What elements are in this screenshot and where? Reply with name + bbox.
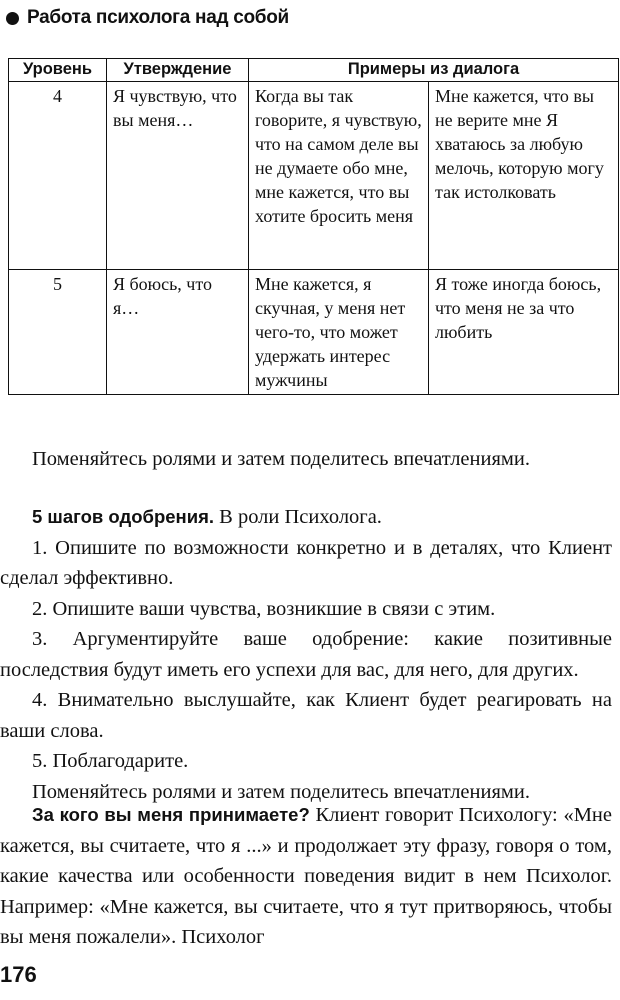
table-header-row bbox=[9, 59, 619, 82]
dialogue-levels-table bbox=[8, 58, 619, 395]
who-title: За кого вы меня принимаете? bbox=[32, 804, 310, 825]
steps-heading-line bbox=[0, 502, 612, 533]
step-3: 3. Аргументируйте ваше одобрение: какие позитивные последствия будут иметь его успехи для вас, для него, для других. bbox=[0, 628, 612, 681]
cell-example-2: Я тоже иногда боюсь, что меня не за что любить bbox=[429, 270, 619, 395]
header-title: Работа психолога над собой bbox=[27, 7, 289, 28]
cell-level: 4 bbox=[9, 82, 107, 270]
who-text: Клиент говорит Психологу: «Мне кажется, вы считаете, что я ...» и продолжает эту фразу, говоря о том, какие качества или особенности поведения видит в нем Психолог. Например: «Мне кажется, вы считаете, что я тут притворяюсь, чтобы вы меня пожалели». Психолог bbox=[0, 804, 612, 948]
table-row bbox=[9, 82, 619, 270]
who-paragraph bbox=[0, 800, 612, 953]
swap-roles-text-2: Поменяйтесь ролями и затем поделитесь впечатлениями. bbox=[32, 780, 530, 803]
col-header-level: Уровень bbox=[9, 59, 107, 82]
page-number: 176 bbox=[0, 962, 37, 987]
approval-steps-section bbox=[0, 502, 612, 807]
cell-level: 5 bbox=[9, 270, 107, 395]
cell-statement: Я боюсь, что я… bbox=[107, 270, 249, 395]
steps-title: 5 шагов одобрения. bbox=[32, 506, 215, 527]
swap-roles-text: Поменяйтесь ролями и затем поделитесь впечатлениями. bbox=[32, 448, 530, 470]
cell-statement: Я чувствую, что вы меня… bbox=[107, 82, 249, 270]
swap-roles-paragraph bbox=[0, 444, 612, 475]
cell-example-1: Когда вы так говорите, я чувствую, что на самом деле вы не думаете обо мне, мне кажется, что вы хотите бросить меня bbox=[249, 82, 429, 270]
table-row bbox=[9, 270, 619, 395]
steps-intro: В роли Психолога. bbox=[214, 506, 382, 528]
who-am-i-section bbox=[0, 800, 612, 953]
step-1: 1. Опишите по возможности конкретно и в деталях, что Клиент сделал эффективно. bbox=[0, 536, 612, 589]
running-header bbox=[6, 2, 289, 34]
col-header-statement: Утверждение bbox=[107, 59, 249, 82]
step-5: 5. Поблагодарите. bbox=[32, 750, 189, 772]
col-header-examples: Примеры из диалога bbox=[249, 59, 619, 82]
cell-example-2: Мне кажется, что вы не верите мне Я хватаюсь за любую мелочь, которую могу так истолковать bbox=[429, 82, 619, 270]
step-2: 2. Опишите ваши чувства, возникшие в связи с этим. bbox=[32, 597, 496, 620]
bullet-icon bbox=[6, 12, 19, 25]
step-4: 4. Внимательно выслушайте, как Клиент будет реагировать на ваши слова. bbox=[0, 689, 612, 742]
cell-example-1: Мне кажется, я скучная, у меня нет чего-то, что может удержать интерес мужчины bbox=[249, 270, 429, 395]
